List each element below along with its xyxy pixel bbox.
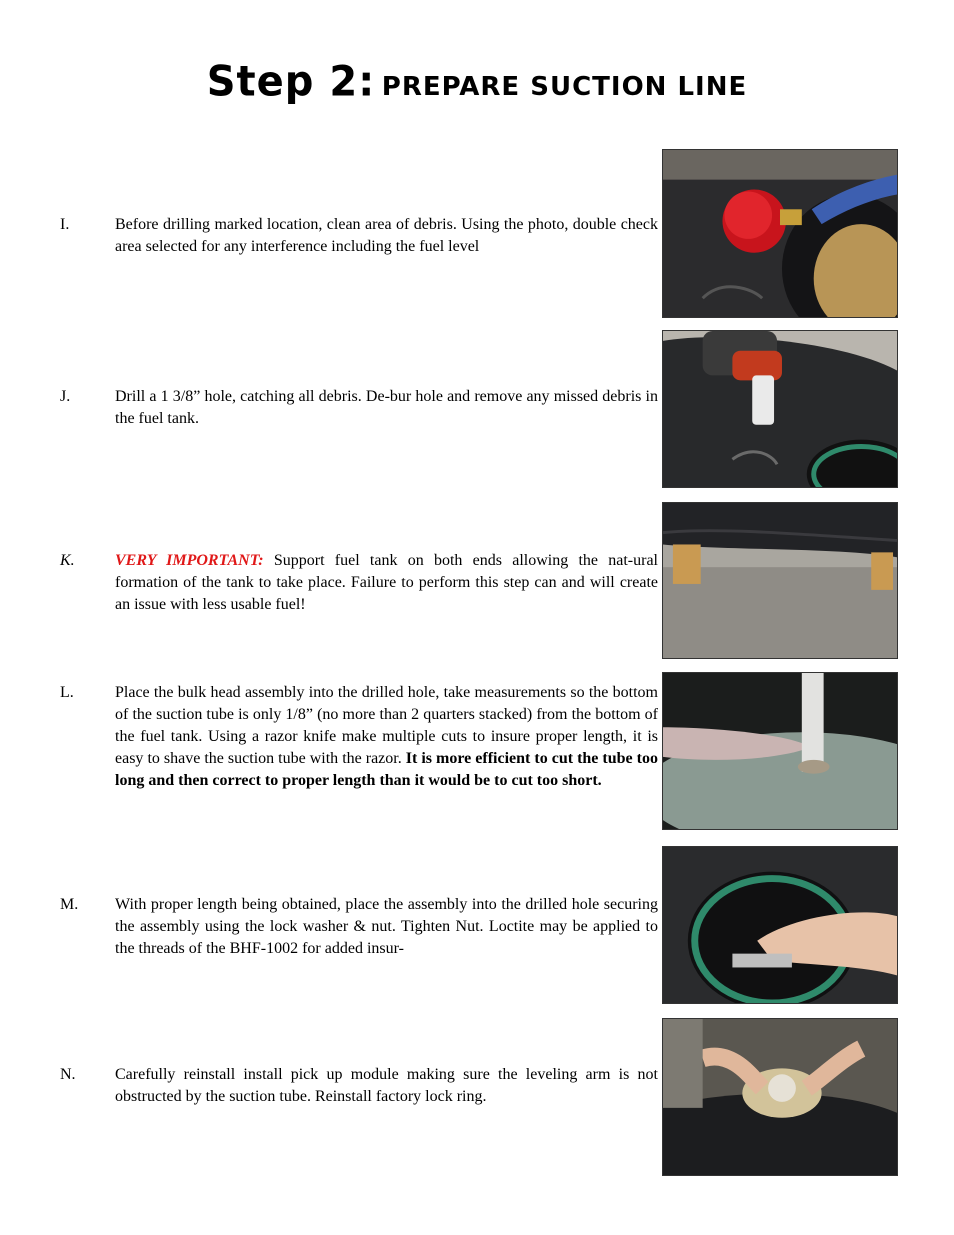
step-text-k bbox=[115, 550, 658, 616]
step-text-i: Before drilling marked location, clean area of debris. Using the photo, double check area selected for any interference including the fuel level bbox=[115, 216, 658, 255]
photo-suction-tube-measurement bbox=[662, 672, 898, 830]
step-text-m: With proper length being obtained, place the assembly into the drilled hole securing the assembly using the lock washer & nut. Tighten Nut. Loctite may be applied to the threads of the BHF-1002 for added insur- bbox=[115, 896, 658, 957]
step-text-l-body: Place the bulk head assembly into the drilled hole, take measurements so the bottom of the suction tube is only 1/8” (no more than 2 quarters stacked) from the bottom of the fuel tank. Using a razor knife make multiple cuts to insure proper length, it is easy to shave the suction tube with the razor. bbox=[115, 684, 658, 767]
step-letter-k: K. bbox=[60, 552, 75, 569]
step-letter-n: N. bbox=[60, 1066, 76, 1083]
photo-drilling-hole bbox=[662, 330, 898, 488]
step-letter-j: J. bbox=[60, 388, 71, 405]
photo-reinstall-module bbox=[662, 1018, 898, 1176]
page-title bbox=[0, 57, 954, 107]
step-text-j: Drill a 1 3/8” hole, catching all debris. De-bur hole and remove any missed debris in the fuel tank. bbox=[115, 388, 658, 427]
warning-label: VERY IMPORTANT: bbox=[115, 552, 264, 569]
photo-installing-bulkhead bbox=[662, 846, 898, 1004]
step-text-l-emphasis: It is more efficient to cut the tube too long and then correct to proper length than it would be to cut too short. bbox=[115, 750, 658, 789]
step-letter-i: I. bbox=[60, 216, 70, 233]
title-step-name: PREPARE SUCTION LINE bbox=[381, 72, 748, 102]
photo-supported-tank bbox=[662, 502, 898, 659]
step-text-k-body: Support fuel tank on both ends allowing the nat-ural formation of the tank to take place. Failure to perform this step can and will create an issue with less usable fuel! bbox=[115, 552, 659, 613]
step-text-l bbox=[115, 682, 658, 792]
title-step-number: Step 2: bbox=[206, 57, 376, 107]
step-letter-l: L. bbox=[60, 684, 74, 701]
step-letter-m: M. bbox=[60, 896, 79, 913]
step-text-n: Carefully reinstall install pick up module making sure the leveling arm is not obstructed by the suction tube. Reinstall factory lock ring. bbox=[115, 1066, 658, 1105]
photo-tank-marked-location bbox=[662, 149, 898, 318]
